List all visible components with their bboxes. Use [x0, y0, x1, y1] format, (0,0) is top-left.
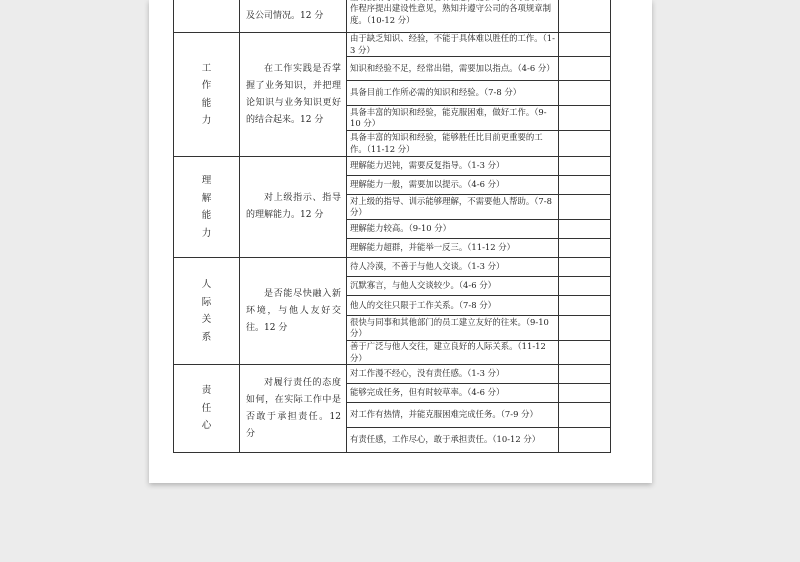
score-cell: [559, 403, 611, 428]
description-cell: 对上级指示、指导的理解能力。12 分: [240, 157, 347, 258]
score-cell: [559, 277, 611, 296]
score-cell: [559, 365, 611, 384]
criteria-cell: 具备目前工作所必需的知识和经验。（7-8 分）: [347, 81, 559, 106]
criteria-cell: 知识和经验不足，经常出错，需要加以指点。（4-6 分）: [347, 57, 559, 81]
criteria-cell: 他人的交往只限于工作关系。（7-8 分）: [347, 296, 559, 316]
description-cell: 对履行责任的态度如何，在实际工作中是否敢于承担责任。12 分: [240, 365, 347, 453]
criteria-cell: 有责任感，工作尽心，敢于承担责任。（10-12 分）: [347, 428, 559, 453]
criteria-cell: 理解能力迟钝，需要反复指导。（1-3 分）: [347, 157, 559, 176]
category-cell: [174, 33, 240, 157]
category-char: 关: [201, 314, 212, 325]
score-cell: [559, 428, 611, 453]
category-char: 作: [201, 80, 212, 91]
category-char: 人: [201, 279, 212, 290]
score-cell: [559, 57, 611, 81]
score-cell: [559, 106, 611, 131]
score-cell: [559, 0, 611, 33]
category-char: 际: [201, 296, 212, 308]
category-cell: [174, 258, 240, 365]
table-row: [174, 33, 611, 57]
score-cell: [559, 176, 611, 195]
criteria-cell: 对工作有热情，并能克服困难完成任务。（7-9 分）: [347, 403, 559, 428]
score-cell: [559, 296, 611, 316]
criteria-cell: 理解能力一般，需要加以提示。（4-6 分）: [347, 176, 559, 195]
criteria-cell: 由于缺乏知识、经验，不能于具体难以胜任的工作。（1-3 分）: [347, 33, 559, 57]
category-char: 任: [201, 402, 212, 414]
score-cell: [559, 195, 611, 220]
table-row: [174, 157, 611, 176]
score-cell: [559, 157, 611, 176]
criteria-cell: 很快与同事和其他部门的员工建立友好的往来。（9-10 分）: [347, 316, 559, 341]
category-char: 力: [201, 115, 212, 126]
score-cell: [559, 239, 611, 258]
criteria-cell: 具备丰富的知识和经验，能克服困难，做好工作。（9-10 分）: [347, 106, 559, 131]
description-cell: 是否能尽快融入新环境，与他人友好交往。12 分: [240, 258, 347, 365]
category-char: 工: [201, 62, 212, 74]
description-cell: [240, 0, 347, 33]
category-char: 力: [201, 227, 212, 239]
table-row: [174, 258, 611, 277]
score-cell: [559, 81, 611, 106]
description-text: 及公司情况。12 分: [246, 10, 324, 21]
criteria-cell: 作程序提出建设性意见，熟知并遵守公司的各项规章制度。（10-12 分）: [347, 0, 559, 33]
category-char: 理: [201, 175, 212, 186]
score-cell: [559, 33, 611, 57]
criteria-cell: 善于广泛与他人交往，建立良好的人际关系。（11-12 分）: [347, 341, 559, 365]
score-cell: [559, 384, 611, 403]
criteria-cell: 理解能力较高。（9-10 分）: [347, 220, 559, 239]
score-cell: [559, 220, 611, 239]
score-cell: [559, 131, 611, 157]
criteria-cell: 沉默寡言，与他人交谈较少。（4-6 分）: [347, 277, 559, 296]
table-row: [174, 0, 611, 33]
category-cell: [174, 0, 240, 33]
criteria-cell: 待人冷漠，不善于与他人交谈。（1-3 分）: [347, 258, 559, 277]
category-char: 责: [201, 385, 212, 397]
score-cell: [559, 258, 611, 277]
category-char: 系: [201, 331, 212, 343]
category-cell: [174, 365, 240, 453]
document-page: [149, 0, 652, 483]
criteria-cell: 具备丰富的知识和经验，能够胜任比目前更重要的工作。（11-12 分）: [347, 131, 559, 157]
category-char: 能: [201, 97, 212, 109]
description-cell: 在工作实践是否掌握了业务知识，并把理论知识与业务知识更好的结合起来。12 分: [240, 33, 347, 157]
criteria-cell: 理解能力超群，并能举一反三。（11-12 分）: [347, 239, 559, 258]
table-row: [174, 365, 611, 384]
category-char: 心: [201, 420, 212, 432]
criteria-cell: 对工作漫不经心，没有责任感。（1-3 分）: [347, 365, 559, 384]
category-char: 解: [201, 192, 212, 204]
criteria-cell: 能够完成任务，但有时较草率。（4-6 分）: [347, 384, 559, 403]
criteria-cell: 对上级的指导、训示能够理解，不需要他人帮助。（7-8 分）: [347, 195, 559, 220]
score-cell: [559, 341, 611, 365]
score-cell: [559, 316, 611, 341]
category-char: 能: [201, 210, 212, 221]
category-cell: [174, 157, 240, 258]
evaluation-table: [173, 0, 611, 453]
